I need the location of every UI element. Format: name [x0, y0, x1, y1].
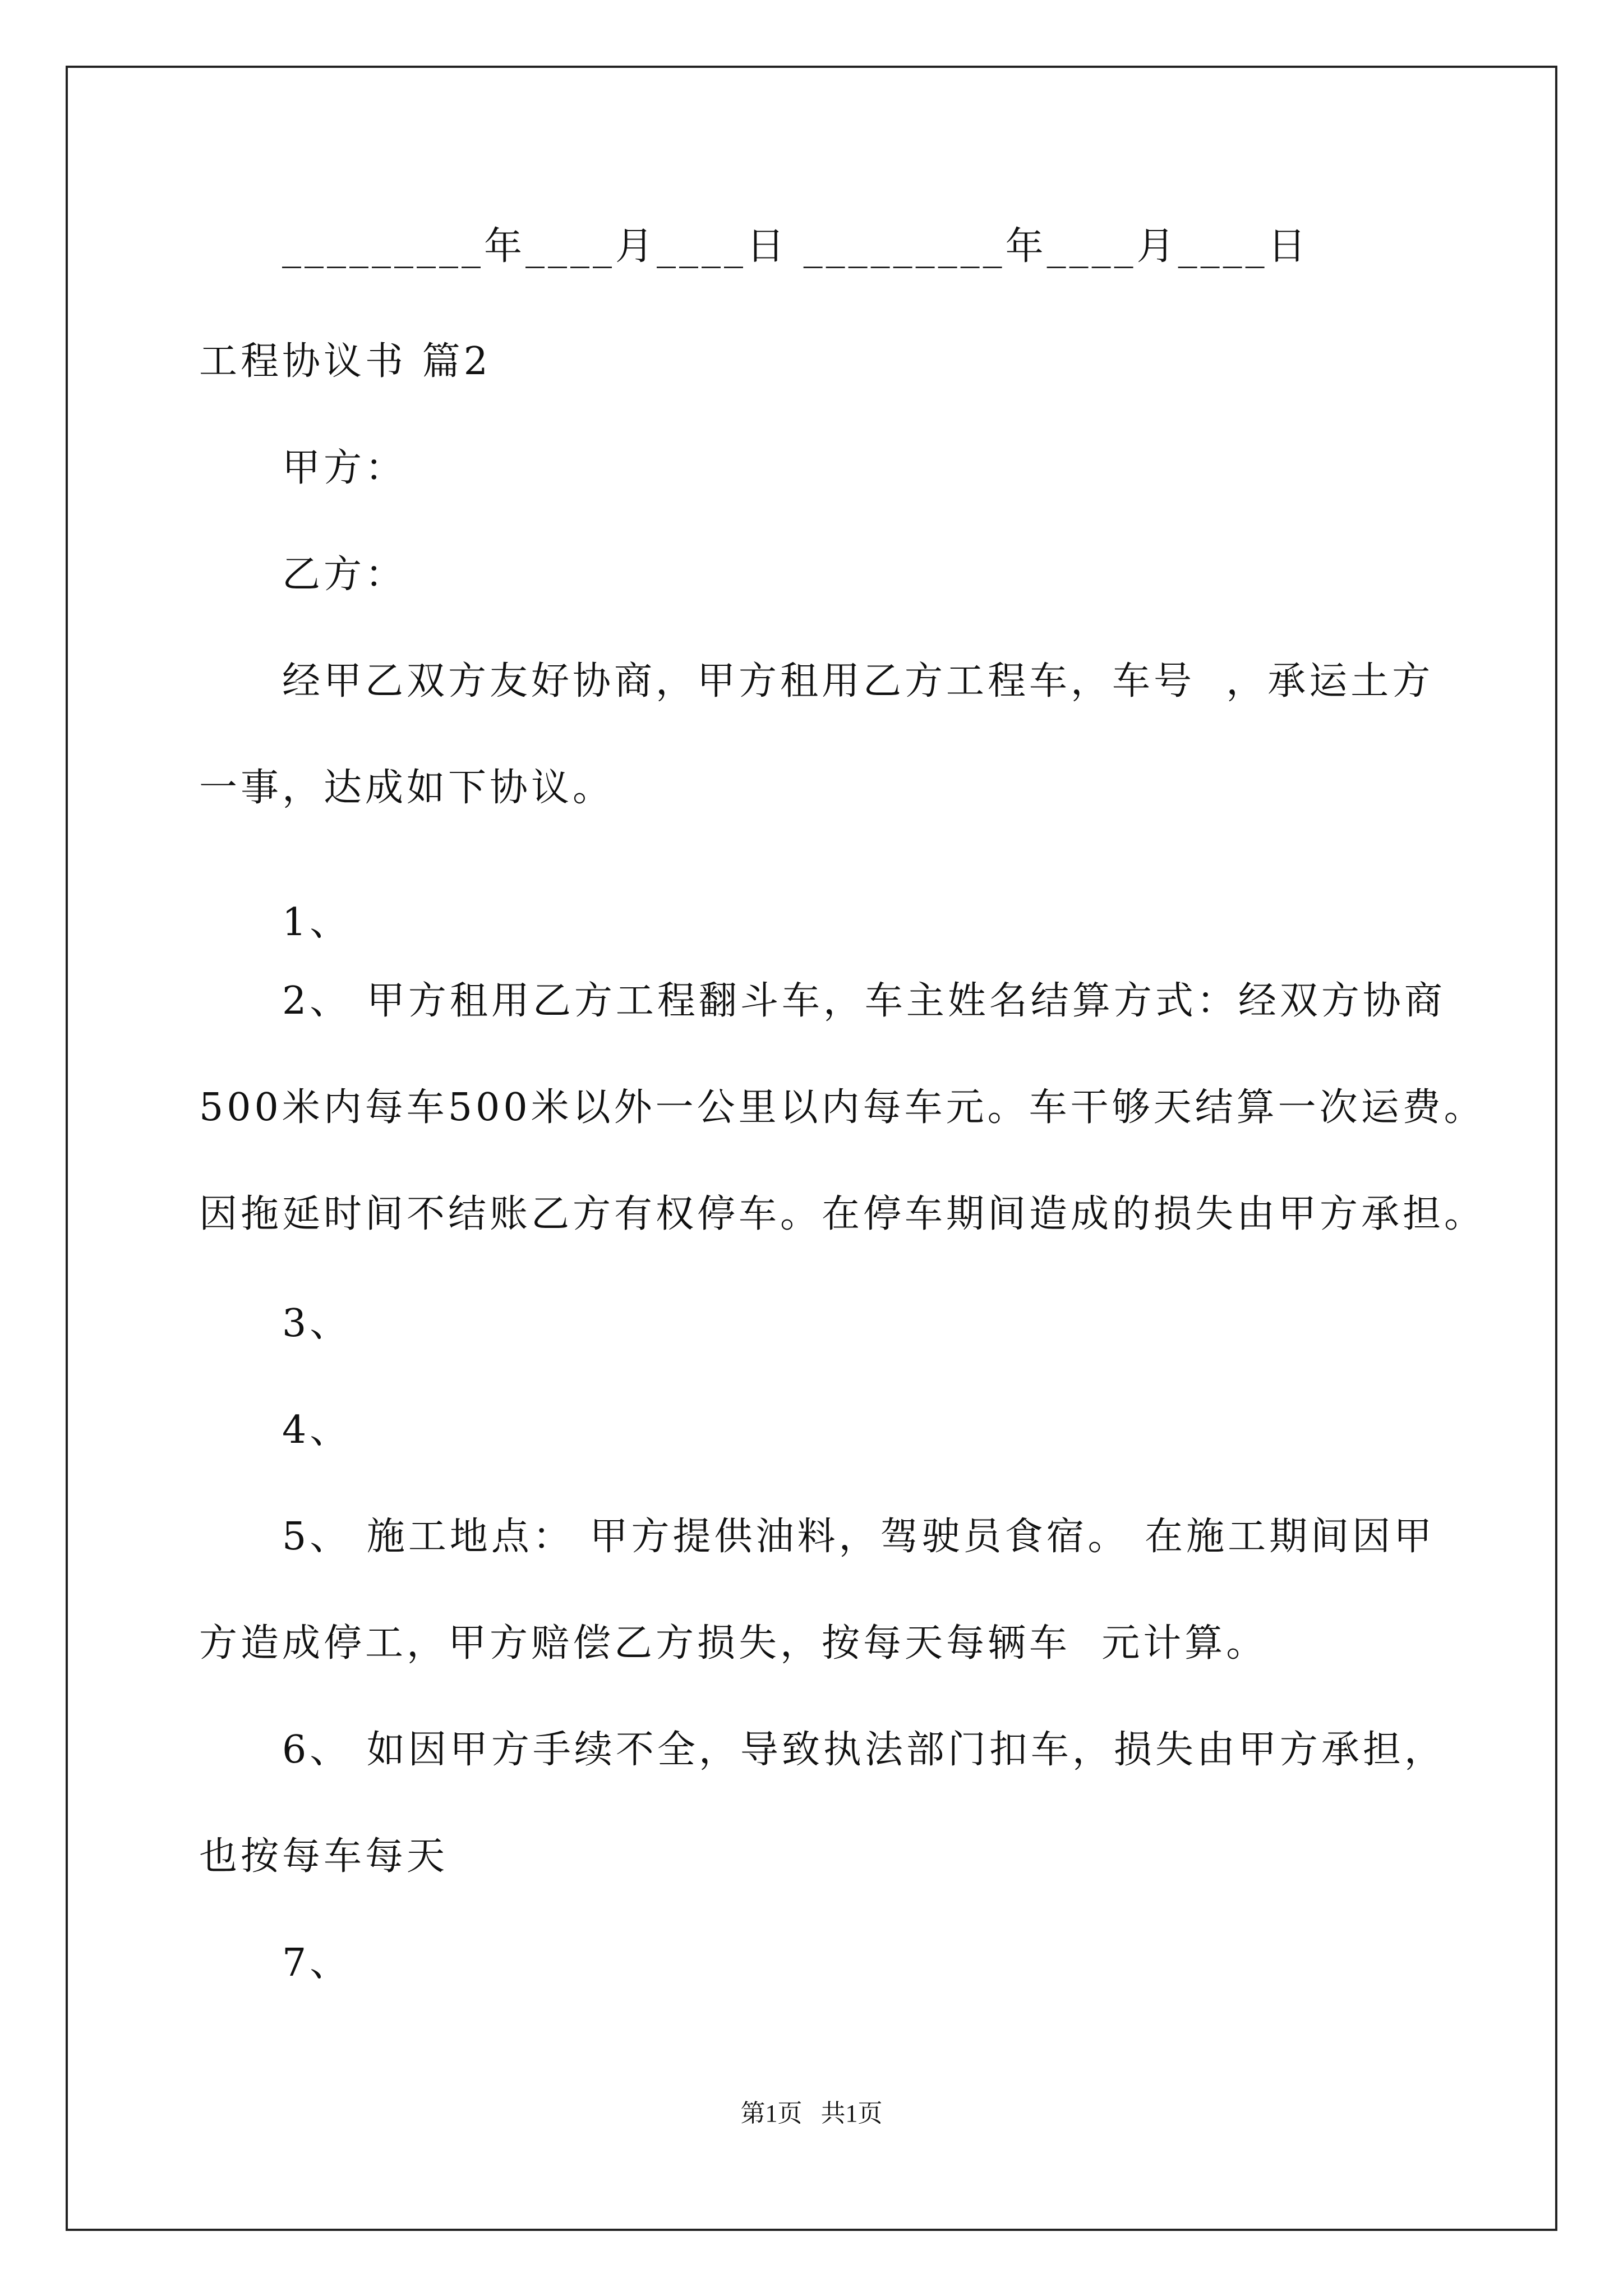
- intro-paragraph-line-2: 一事，达成如下协议。: [199, 766, 615, 810]
- clause-6-line-2: 也按每车每天: [199, 1834, 449, 1879]
- clause-6-line-1: 6、 如因甲方手续不全，导致执法部门扣车，损失由甲方承担，: [282, 1728, 1446, 1772]
- intro-paragraph-line-1: 经甲乙双方友好协商，甲方租用乙方工程车，车号 ，承运土方: [282, 659, 1434, 703]
- page-number-footer: 第1页 共1页: [740, 2100, 883, 2127]
- clause-7: 7、: [282, 1941, 352, 1985]
- clause-1: 1、: [282, 900, 352, 945]
- clause-2-line-2: 500米内每车500米以外一公里以内每车元。车干够天结算一次运费。: [199, 1085, 1486, 1130]
- clause-3: 3、: [282, 1301, 352, 1346]
- clause-2-line-1: 2、 甲方租用乙方工程翻斗车，车主姓名结算方式：经双方协商: [282, 979, 1446, 1023]
- section-title: 工程协议书 篇2: [199, 339, 491, 384]
- signature-date-line: _________年____月____日 _________年____月____日: [282, 224, 1310, 269]
- party-a-label: 甲方：: [282, 446, 407, 490]
- clause-5-line-1: 5、 施工地点： 甲方提供油料，驾驶员食宿。 在施工期间因甲: [282, 1515, 1436, 1559]
- party-b-label: 乙方：: [282, 553, 407, 597]
- clause-2-line-3: 因拖延时间不结账乙方有权停车。在停车期间造成的损失由甲方承担。: [199, 1192, 1486, 1236]
- page-border: [66, 66, 1557, 2231]
- clause-4: 4、: [282, 1408, 352, 1452]
- clause-5-line-2: 方造成停工，甲方赔偿乙方损失，按每天每辆车 元计算。: [199, 1621, 1268, 1665]
